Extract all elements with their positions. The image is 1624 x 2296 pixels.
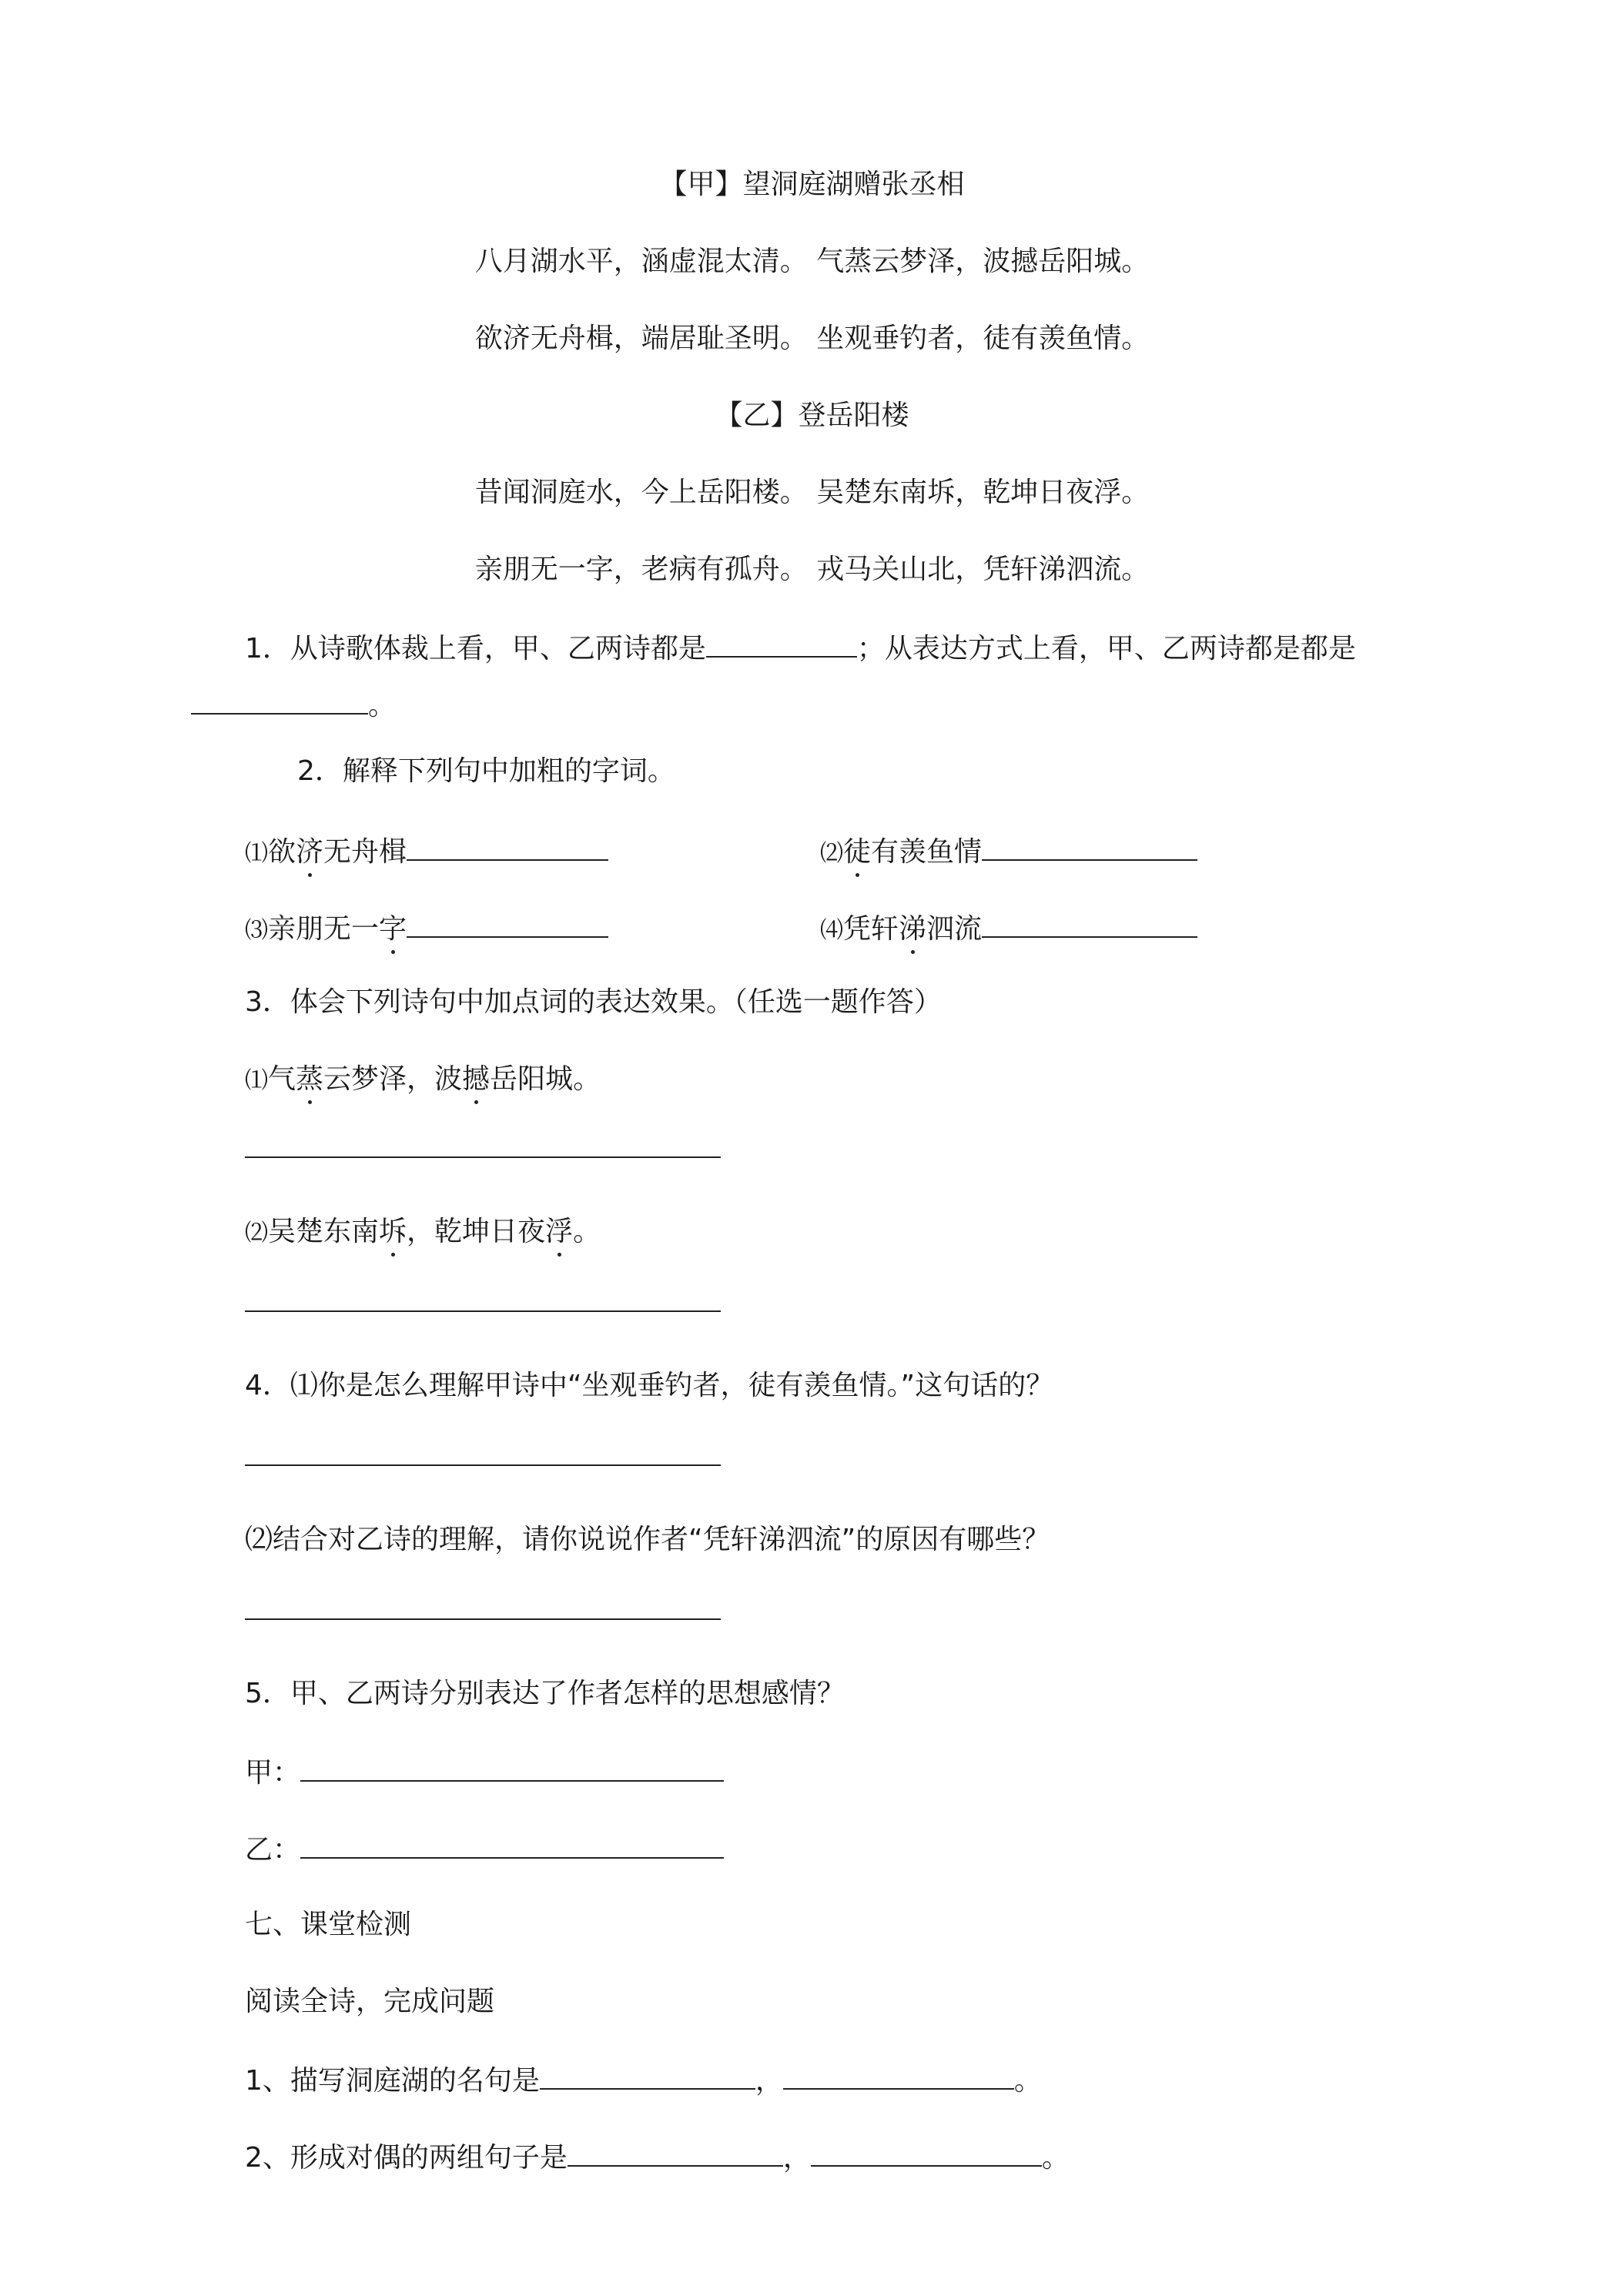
answer-blank[interactable] xyxy=(245,1437,721,1466)
question-5-title: 5．甲、乙两诗分别表达了作者怎样的思想感情？ xyxy=(245,1678,845,1709)
answer-blank[interactable] xyxy=(982,909,1197,938)
question-1-part-2: ；从表达方式上看，甲、乙两诗都是都是 xyxy=(856,633,1356,664)
emphasized-char: 徒 xyxy=(843,834,871,871)
emphasized-char: 涕 xyxy=(899,911,926,948)
question-2-title: 2．解释下列句中加粗的字词。 xyxy=(297,755,675,787)
section-heading: 七、课堂检测 xyxy=(245,1909,412,1940)
question-2-item-3: ⑶亲朋无一字 xyxy=(245,909,608,949)
question-2-item-1: ⑴欲济无舟楫 xyxy=(245,832,608,872)
question-2-item-4: ⑷凭轩涕泗流 xyxy=(820,909,1197,949)
answer-blank[interactable] xyxy=(407,909,608,938)
poem-b-line-2: 亲朋无一字，老病有孤舟。 戎马关山北，凭轩涕泗流。 xyxy=(474,554,1150,585)
question-2-item-2: ⑵徒有羡鱼情 xyxy=(820,832,1197,872)
poem-b-line-1: 昔闻洞庭水，今上岳阳楼。 吴楚东南坼，乾坤日夜浮。 xyxy=(474,477,1150,508)
poem-a-line-2: 欲济无舟楫，端居耻圣明。 坐观垂钓者，徒有羡鱼情。 xyxy=(474,323,1150,354)
question-4-b-answer xyxy=(245,1591,721,1630)
answer-blank[interactable] xyxy=(407,832,608,861)
question-5-b: 乙： xyxy=(245,1829,724,1869)
answer-blank[interactable] xyxy=(811,2137,1042,2167)
poem-b-title: 【乙】登岳阳楼 xyxy=(715,400,909,431)
question-3-b-answer xyxy=(245,1283,721,1322)
question-4-b: ⑵结合对乙诗的理解，请你说说作者“凭轩涕泗流”的原因有哪些？ xyxy=(245,1524,1050,1555)
answer-blank[interactable] xyxy=(300,1752,724,1782)
answer-blank[interactable] xyxy=(245,1283,721,1312)
question-4-a-answer xyxy=(245,1437,721,1476)
answer-blank[interactable] xyxy=(191,685,368,715)
question-1 xyxy=(245,628,1356,668)
answer-blank[interactable] xyxy=(245,1591,721,1620)
answer-blank[interactable] xyxy=(783,2060,1014,2090)
question-5-a: 甲： xyxy=(245,1752,724,1792)
question-3-b: ⑵吴楚东南坼，乾坤日夜浮。 xyxy=(245,1213,601,1252)
answer-blank[interactable] xyxy=(245,1129,721,1158)
emphasized-char: 坼 xyxy=(379,1213,407,1250)
poem-a-title: 【甲】望洞庭湖赠张丞相 xyxy=(659,169,965,200)
test-item-2: 2、形成对偶的两组句子是 ， 。 xyxy=(245,2137,1070,2177)
question-1-continuation: 。 xyxy=(191,685,396,725)
question-3-a-answer xyxy=(245,1129,721,1168)
answer-blank[interactable] xyxy=(540,2060,755,2090)
question-3-a: ⑴气蒸云梦泽，波撼岳阳城。 xyxy=(245,1061,601,1099)
emphasized-char: 蒸 xyxy=(296,1061,323,1098)
answer-blank[interactable] xyxy=(982,832,1197,861)
emphasized-char: 浮 xyxy=(545,1213,573,1250)
question-4-a: 4．⑴你是怎么理解甲诗中“坐观垂钓者，徒有羡鱼情。”这句话的？ xyxy=(245,1370,1054,1401)
emphasized-char: 字 xyxy=(379,911,407,948)
question-3-title: 3．体会下列诗句中加点词的表达效果。（任选一题作答） xyxy=(245,986,942,1018)
section-intro: 阅读全诗，完成问题 xyxy=(245,1986,495,2017)
answer-blank[interactable] xyxy=(568,2137,783,2167)
poem-a-line-1: 八月湖水平，涵虚混太清。 气蒸云梦泽，波撼岳阳城。 xyxy=(474,246,1150,277)
answer-blank[interactable] xyxy=(706,628,857,658)
answer-blank[interactable] xyxy=(300,1829,724,1859)
emphasized-char: 济 xyxy=(296,834,323,871)
question-1-part-1: 1．从诗歌体裁上看，甲、乙两诗都是 xyxy=(245,633,706,664)
emphasized-char: 撼 xyxy=(462,1061,490,1098)
test-item-1: 1、描写洞庭湖的名句是 ， 。 xyxy=(245,2060,1042,2100)
